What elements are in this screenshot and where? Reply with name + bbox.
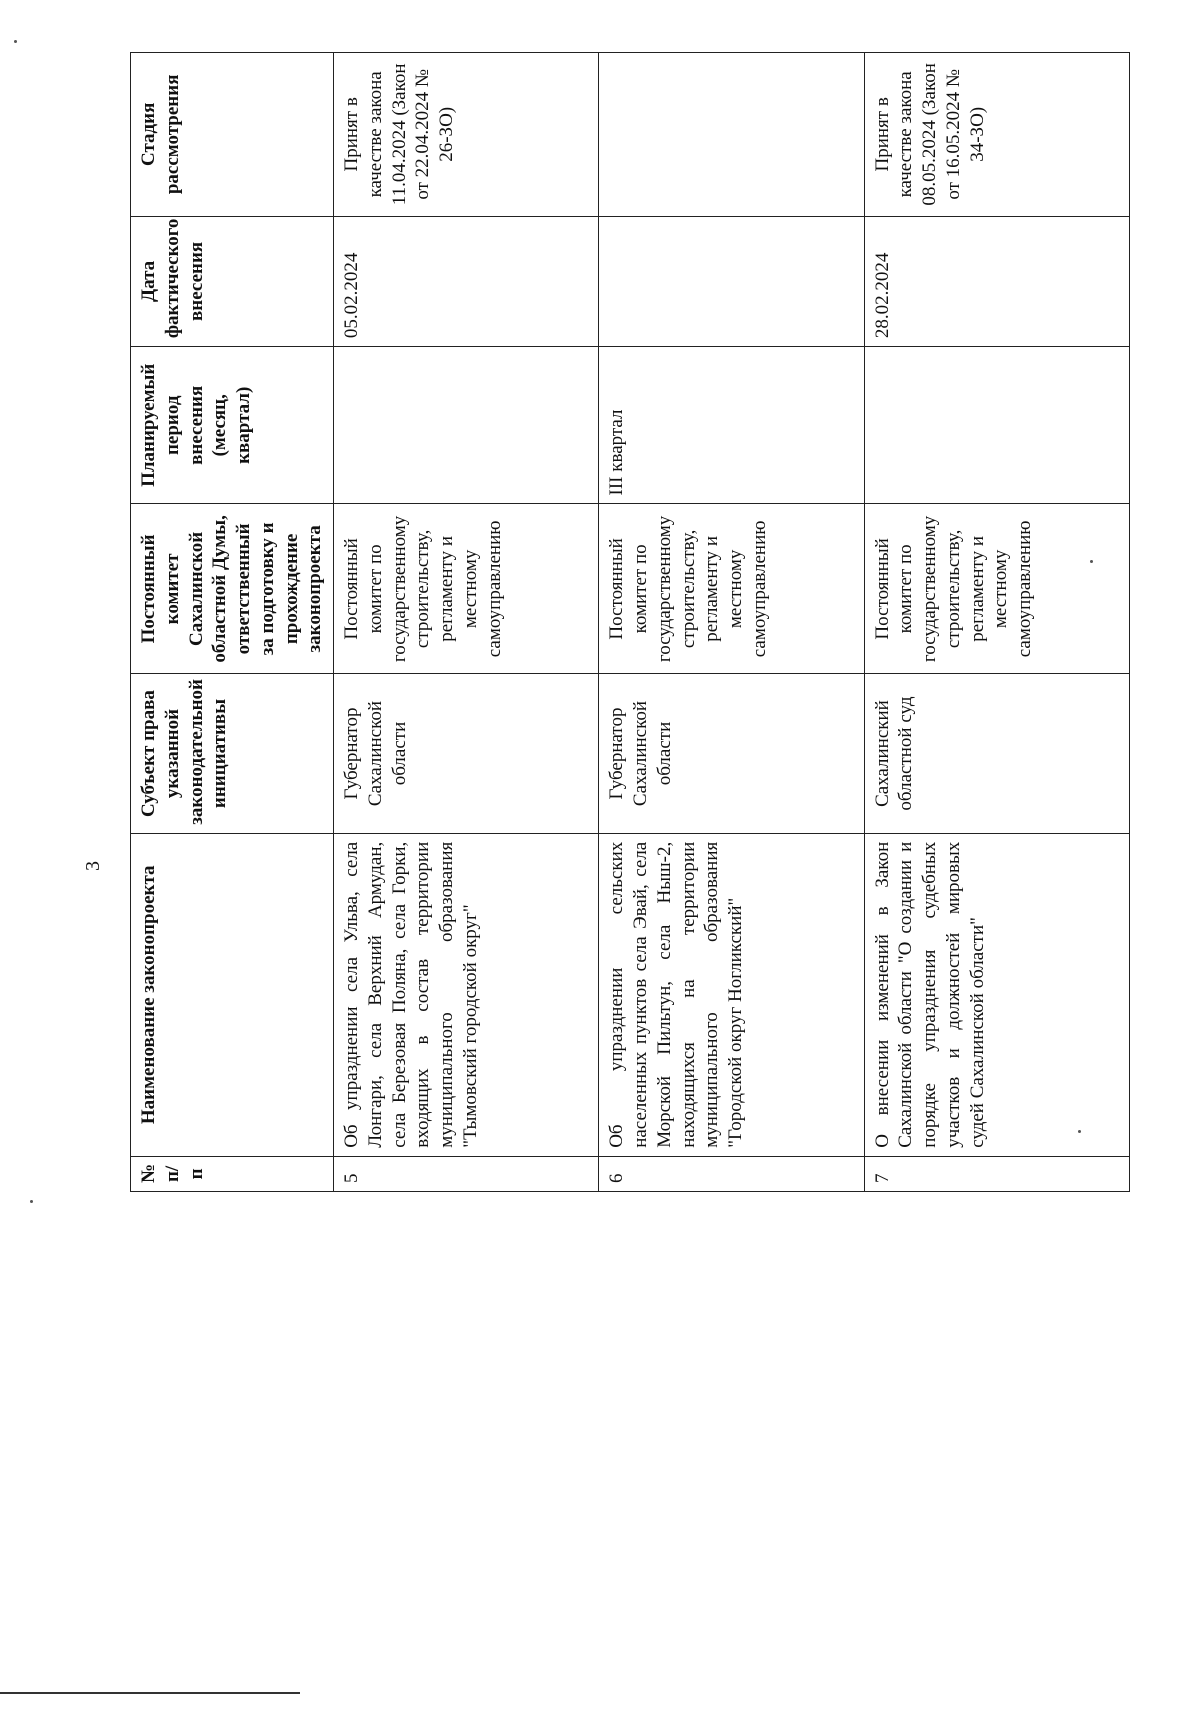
cell-num: 5 — [334, 1156, 599, 1191]
header-name: Наименование законопроекта — [131, 833, 334, 1156]
cell-planned — [334, 347, 599, 504]
cell-committee: Постоянный комитет по государственному строительству, регламенту и местному самоуправлению — [864, 504, 1129, 674]
scan-speck — [30, 1200, 33, 1203]
cell-num: 7 — [864, 1156, 1129, 1191]
scan-speck — [1090, 560, 1093, 563]
page-number: 3 — [82, 861, 104, 871]
scan-artifact-line — [0, 1692, 300, 1694]
header-num: № п/п — [131, 1156, 334, 1191]
header-planned: Планируемый период внесения (месяц, квартал) — [131, 347, 334, 504]
table-row — [864, 53, 1129, 1192]
cell-committee: Постоянный комитет по государственному строительству, регламенту и местному самоуправлению — [599, 504, 864, 674]
table-row — [334, 53, 599, 1192]
cell-subject: Губернатор Сахалинской области — [599, 674, 864, 833]
bills-table — [130, 52, 1130, 1192]
cell-subject: Сахалинский областной суд — [864, 674, 1129, 833]
header-committee: Постоянный комитет Сахалинской областной Думы, ответственный за подготовку и прохождение законопроекта — [131, 504, 334, 674]
cell-actual-date — [599, 216, 864, 346]
table-header-row — [131, 53, 334, 1192]
cell-name: Об упразднении села Ульва, села Лонгари, села Верхний Армудан, села Березовая Поляна, села Горки, входящих в состав территории муниципального образования "Тымовский городской округ" — [334, 833, 599, 1156]
cell-name: О внесении изменений в Закон Сахалинской области "О создании и порядке упразднения судебных участков и должностей мировых судей Сахалинской области" — [864, 833, 1129, 1156]
cell-planned — [864, 347, 1129, 504]
cell-actual-date: 28.02.2024 — [864, 216, 1129, 346]
cell-name: Об упразднении сельских населенных пунктов села Эвай, села Морской Пильтун, села Ныш-2, находящихся на территории муниципального образования "Городской округ Ногликский" — [599, 833, 864, 1156]
scan-speck — [14, 40, 17, 43]
cell-planned: III квартал — [599, 347, 864, 504]
cell-actual-date: 05.02.2024 — [334, 216, 599, 346]
header-subject: Субъект права указанной законодательной инициативы — [131, 674, 334, 833]
cell-stage — [599, 53, 864, 217]
cell-stage: Принят в качестве закона 08.05.2024 (Закон от 16.05.2024 № 34-ЗО) — [864, 53, 1129, 217]
table-container — [130, 52, 1130, 1192]
header-actual-date: Дата фактического внесения — [131, 216, 334, 346]
cell-subject: Губернатор Сахалинской области — [334, 674, 599, 833]
header-stage: Стадия рассмотрения — [131, 53, 334, 217]
cell-num: 6 — [599, 1156, 864, 1191]
cell-committee: Постоянный комитет по государственному строительству, регламенту и местному самоуправлению — [334, 504, 599, 674]
table-row — [599, 53, 864, 1192]
cell-stage: Принят в качестве закона 11.04.2024 (Закон от 22.04.2024 № 26-ЗО) — [334, 53, 599, 217]
scan-speck — [1078, 1130, 1081, 1133]
